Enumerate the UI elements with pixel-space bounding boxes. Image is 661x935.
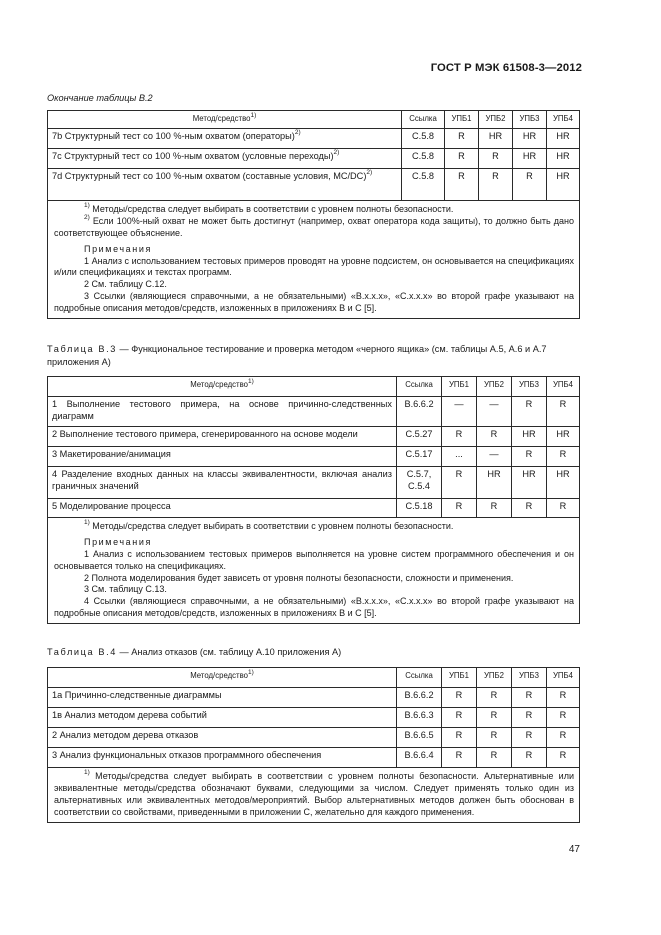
col-ref: Ссылка <box>402 111 445 129</box>
table-row: 7b Структурный тест со 100 %-ным охватом (операторы)$^{2)}$ С.5.8 R HR HR HR <box>48 129 580 149</box>
table-b3 <box>47 376 580 624</box>
col-sil4: УПБ4 <box>547 668 580 688</box>
col-sil2: УПБ2 <box>479 111 513 129</box>
table-row: 3 Анализ функциональных отказов программного обеспечения В.6.6.4 R R R R <box>48 748 580 768</box>
table-b3-caption: Таблица В.3 — Функциональное тестирование и проверка методом «черного ящика» (см. таблицы А.5, А.6 и А.7 приложения А) <box>47 344 547 367</box>
col-method: Метод/средство$^{1)}$ <box>48 668 397 688</box>
col-sil4: УПБ4 <box>547 111 580 129</box>
document-header: ГОСТ Р МЭК 61508-3—2012 <box>430 62 582 74</box>
table-b4-notes: $^{1)}$ Методы/средства следует выбирать в соответствии с уровнем полноты безопасности. Альтернативные или эквивалентные методы/средства обозначают буквами, следующими за числом. Следует применять только один из альтернативных или эквивалентных методов/мероприятий. Выбор альтернативных методов должен быть обоснован в соответствии со свойствами, приведенными в приложении С, желательно для каждого применения. <box>48 768 580 823</box>
table-b4 <box>47 667 580 823</box>
table-b3-notes: $^{1)}$ Методы/средства следует выбирать в соответствии с уровнем полноты безопасности. Примечания 1 Анализ с использованием тестовых примеров выполняется на уровне систем программного обеспечения и он основывается только на спецификациях. 2 Полнота моделирования будет зависеть от уровня полноты безопасности, сложности и применения. 3 См. таблицу С.13. 4 Ссылки (являющиеся справочными, а не обязательными) «В.х.х.х», «С.х.х.х» во второй графе указывают на подробные описания методов/средств, изложенных в приложениях В и С [5]. <box>48 518 580 624</box>
table-row: 1а Причинно-следственные диаграммы В.6.6.2 R R R R <box>48 688 580 708</box>
table-row: 2 Анализ методом дерева отказов В.6.6.5 R R R R <box>48 728 580 748</box>
table-row: 1 Выполнение тестового примера, на основе причинно-следственных диаграмм В.6.6.2 — — R R <box>48 397 580 427</box>
table-row: 7d Структурный тест со 100 %-ным охватом (составные условия, MC/DC)$^{2)}$ С.5.8 R R R HR <box>48 169 580 201</box>
col-sil4: УПБ4 <box>547 377 580 397</box>
col-sil1: УПБ1 <box>442 668 477 688</box>
col-sil1: УПБ1 <box>445 111 479 129</box>
col-method: Метод/средство$^{1)}$ <box>48 377 397 397</box>
col-ref: Ссылка <box>397 668 442 688</box>
table-row: 5 Моделирование процесса С.5.18 R R R R <box>48 499 580 518</box>
col-sil3: УПБ3 <box>512 377 547 397</box>
col-sil3: УПБ3 <box>513 111 547 129</box>
col-ref: Ссылка <box>397 377 442 397</box>
page-number: 47 <box>568 844 580 855</box>
table-b2-notes: $^{1)}$ Методы/средства следует выбирать в соответствии с уровнем полноты безопасности. $^{2)}$ Если 100%-ный охват не может быть достигнут (например, охват оператора кода защиты), то должно быть дано соответствующее объяснение. Примечания 1 Анализ с использованием тестовых примеров проводят на уровне подсистем, он основывается на спецификациях и/или спецификациях и текстах программ. 2 См. таблицу С.12. 3 Ссылки (являющиеся справочными, а не обязательными) «В.х.х.х», «С.х.х.х» во второй графе указывают на подробные описания методов/средств, изложенных в приложениях В и С [5]. <box>48 201 580 319</box>
table-row: 7c Структурный тест со 100 %-ным охватом (условные переходы)$^{2)}$ С.5.8 R R HR HR <box>48 149 580 169</box>
table-b4-caption: Таблица В.4 — Анализ отказов (см. таблицу А.10 приложения А) <box>47 647 342 657</box>
col-sil1: УПБ1 <box>442 377 477 397</box>
table-row: 1в Анализ методом дерева событий В.6.6.3 R R R R <box>48 708 580 728</box>
col-sil2: УПБ2 <box>477 377 512 397</box>
col-sil2: УПБ2 <box>477 668 512 688</box>
table-row: 2 Выполнение тестового примера, сгенерированного на основе модели С.5.27 R R HR HR <box>48 427 580 447</box>
table-row: 4 Разделение входных данных на классы эквивалентности, включая анализ граничных значений С.5.7, С.5.4 R HR HR HR <box>48 467 580 499</box>
table-row: 3 Макетирование/анимация С.5.17 ... — R R <box>48 447 580 467</box>
table-b2-end <box>47 110 580 319</box>
table-b2-caption: Окончание таблицы В.2 <box>47 93 153 103</box>
col-method: Метод/средство$^{1)}$ <box>48 111 402 129</box>
col-sil3: УПБ3 <box>512 668 547 688</box>
